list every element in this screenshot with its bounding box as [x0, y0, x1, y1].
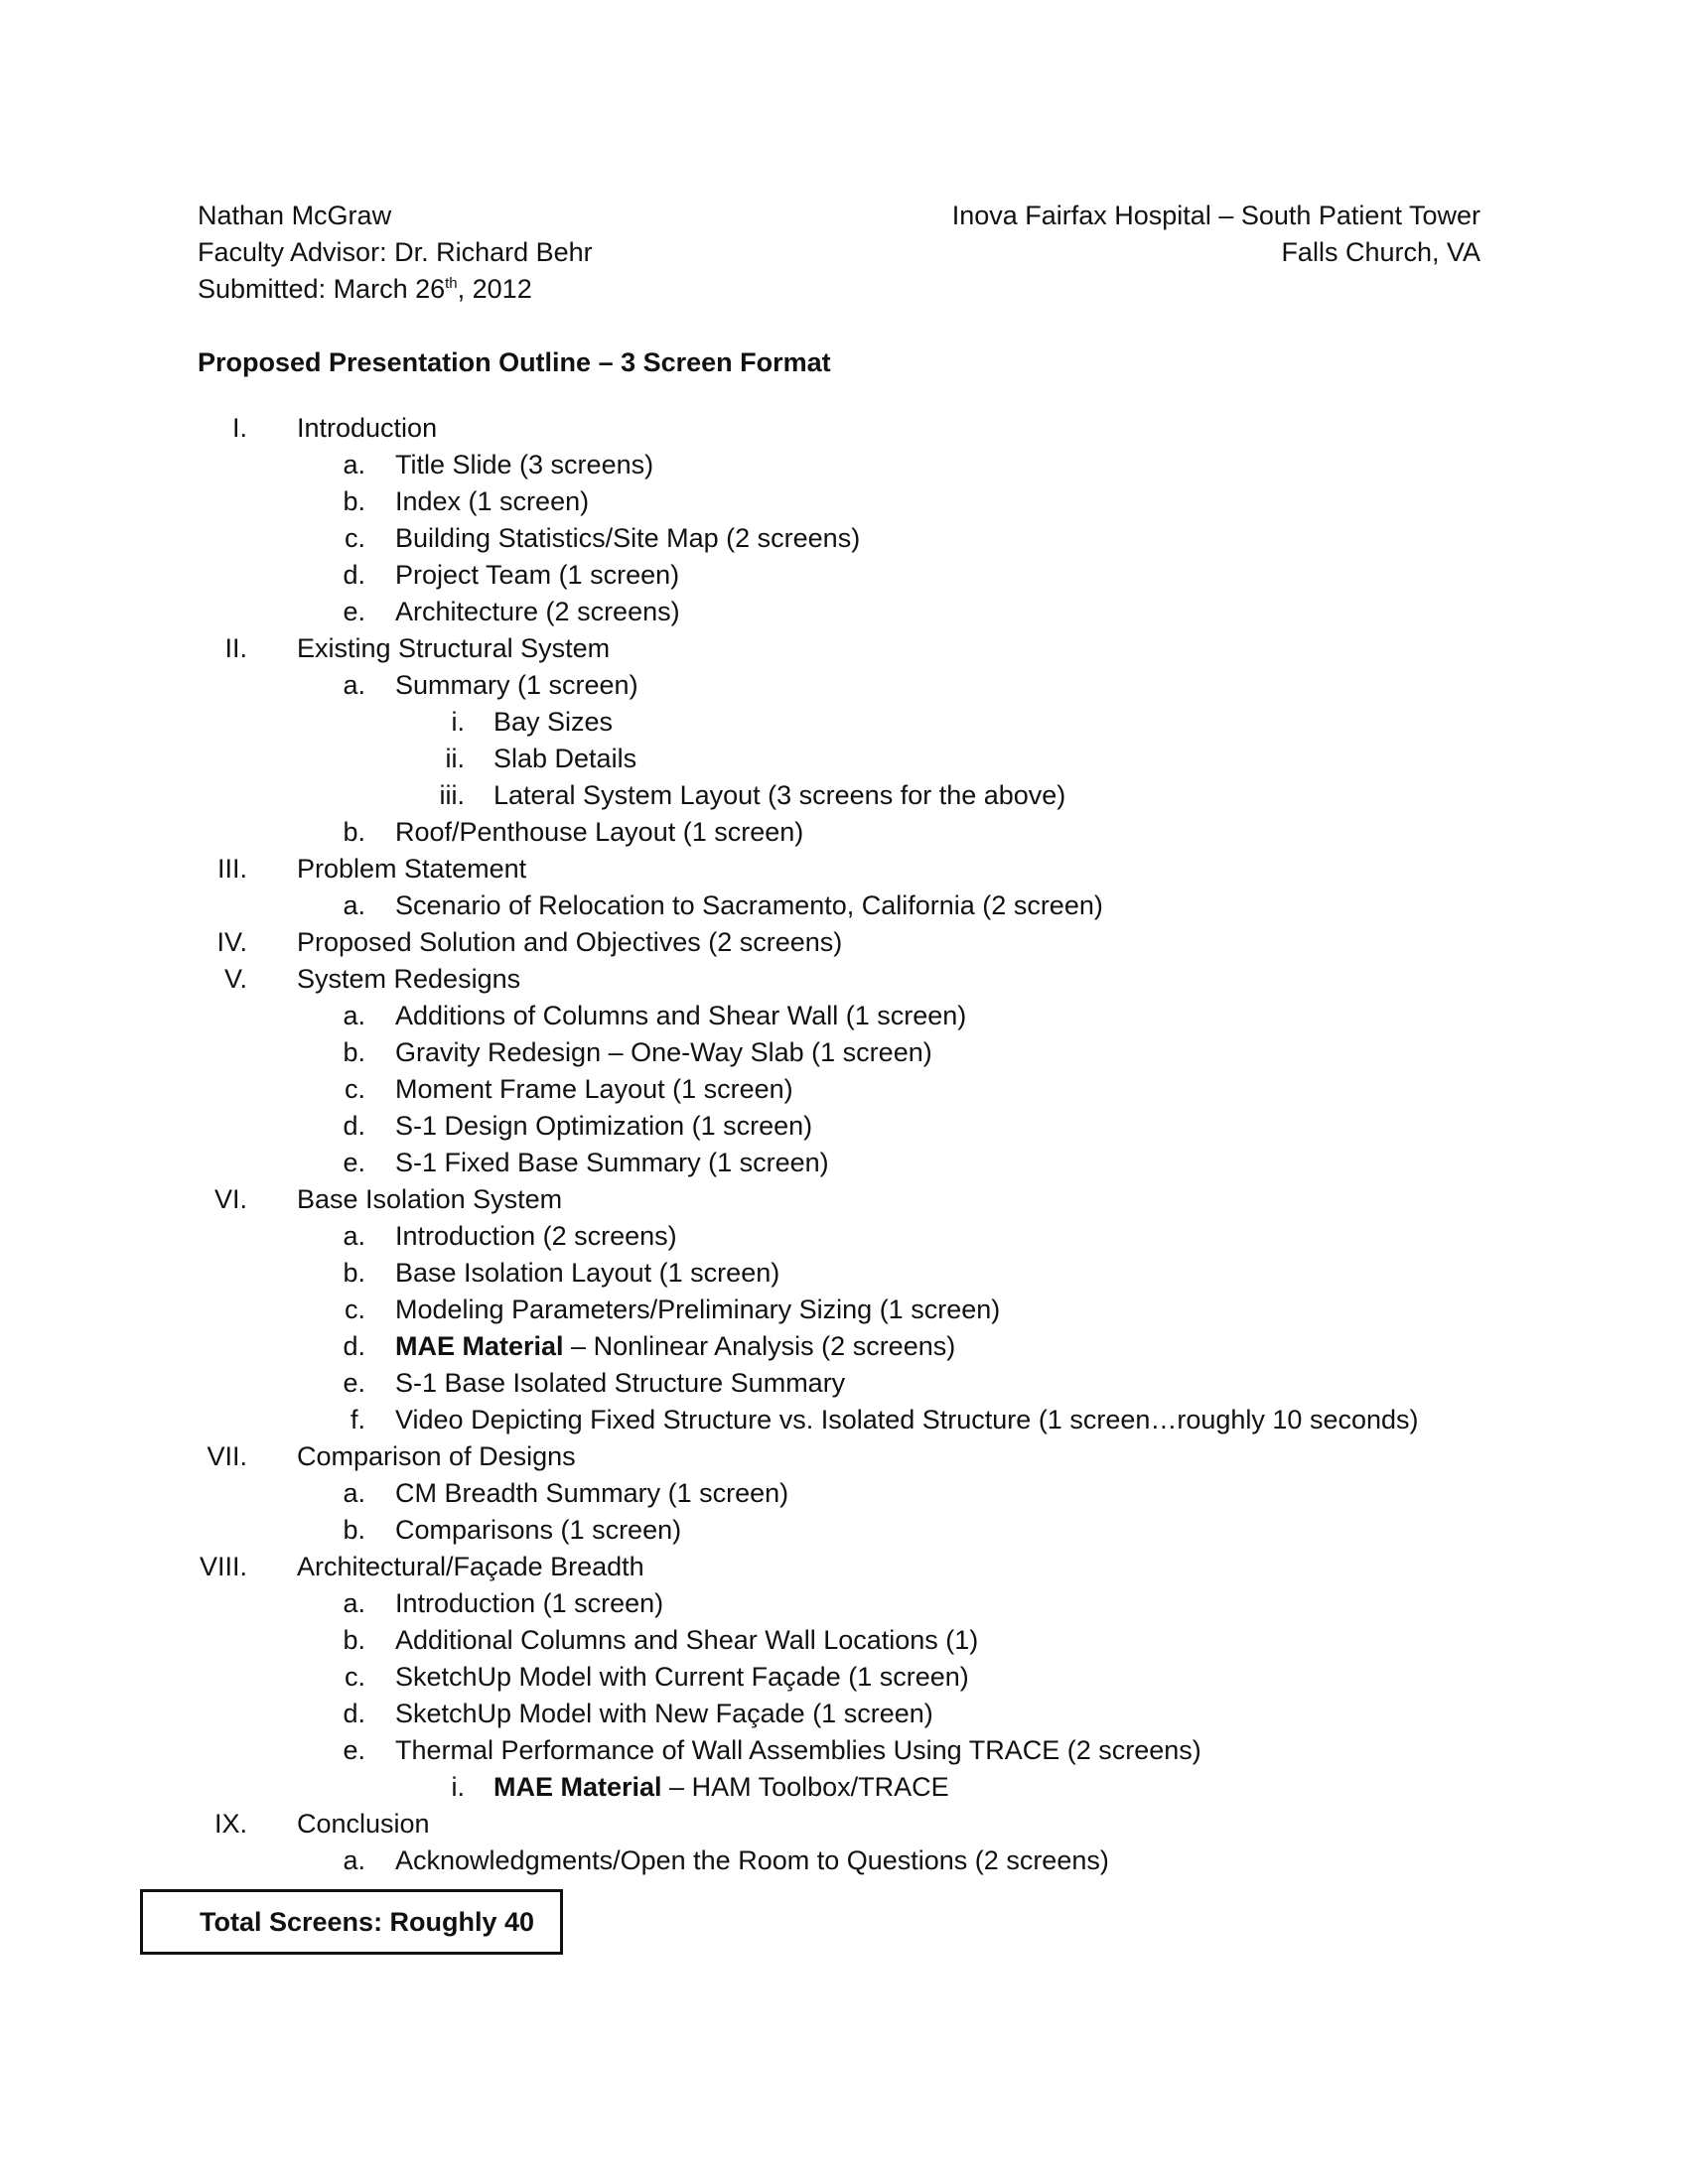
outline-item-text	[395, 1071, 793, 1108]
outline-item-text	[297, 961, 520, 998]
outline-item-level-2	[0, 1145, 1688, 1181]
outline-item-marker: c.	[344, 1295, 365, 1324]
outline-item-marker: a.	[343, 1478, 365, 1508]
outline-item-level-2	[0, 1218, 1688, 1255]
outline-item-label: Conclusion	[297, 1809, 430, 1839]
outline-item-level-2	[0, 1255, 1688, 1292]
outline-item-marker: VIII.	[199, 1552, 247, 1581]
faculty-advisor: Faculty Advisor: Dr. Richard Behr	[198, 237, 593, 267]
outline-item-label: Introduction (2 screens)	[395, 1221, 677, 1251]
outline-item-text	[297, 1181, 562, 1218]
outline-item-text	[297, 851, 526, 887]
outline-item-level-1	[0, 410, 1688, 447]
outline-item-marker: III.	[216, 854, 247, 884]
outline-item-label: Summary (1 screen)	[395, 670, 638, 700]
outline-item-label: Scenario of Relocation to Sacramento, California (2 screen)	[395, 890, 1103, 920]
outline-item-bold-text: MAE Material	[493, 1772, 662, 1802]
outline-item-level-2	[0, 887, 1688, 924]
outline-item-level-2	[0, 667, 1688, 704]
outline-item-level-3	[0, 704, 1688, 741]
outline-item-text	[297, 1438, 576, 1475]
outline-item-label: Base Isolation System	[297, 1184, 563, 1214]
outline-item-marker: f.	[350, 1405, 365, 1434]
outline-item-text	[395, 1622, 978, 1659]
outline-item-marker: b.	[343, 1037, 365, 1067]
outline-item-text	[395, 1585, 663, 1622]
outline-item-label: Architectural/Façade Breadth	[297, 1552, 644, 1581]
outline-item-level-1	[0, 924, 1688, 961]
outline-item-text	[395, 887, 1103, 924]
outline-item-text	[395, 1218, 677, 1255]
outline-item-level-2	[0, 1402, 1688, 1438]
outline-item-text	[395, 520, 860, 557]
outline-item-text	[395, 1034, 932, 1071]
outline-item-marker: c.	[344, 1074, 365, 1104]
outline-item-marker: a.	[343, 1588, 365, 1618]
outline-item-bold-text: MAE Material	[395, 1331, 564, 1361]
outline-item-marker: I.	[231, 413, 247, 443]
outline-item-marker: iii.	[439, 780, 465, 810]
outline-item-marker: b.	[343, 1625, 365, 1655]
outline-title: Proposed Presentation Outline – 3 Screen Format	[198, 347, 831, 377]
submitted-date-ordinal: th	[445, 275, 458, 292]
outline-item-text	[395, 483, 589, 520]
outline-item-marker: i.	[451, 1772, 465, 1802]
outline-item-label: Slab Details	[493, 744, 637, 773]
outline-item-level-2	[0, 1034, 1688, 1071]
outline-item-marker: a.	[343, 1221, 365, 1251]
submitted-date	[198, 271, 593, 308]
outline-item-level-2	[0, 1732, 1688, 1769]
outline-item-text	[395, 814, 803, 851]
outline-item-marker: a.	[343, 1001, 365, 1030]
outline-item-text	[395, 447, 653, 483]
outline-item-text	[297, 1806, 430, 1843]
outline-item-marker: IX.	[213, 1809, 247, 1839]
submitted-date-suffix: , 2012	[457, 274, 532, 304]
outline-item-label: Roof/Penthouse Layout (1 screen)	[395, 817, 804, 847]
outline-item-marker: c.	[344, 523, 365, 553]
outline-item-label: Modeling Parameters/Preliminary Sizing (1 screen)	[395, 1295, 1001, 1324]
outline-item-label: Bay Sizes	[493, 707, 614, 737]
outline-item-level-2	[0, 1512, 1688, 1549]
outline-item-marker: b.	[343, 817, 365, 847]
outline-item-text	[493, 1769, 949, 1806]
outline-item-label: – HAM Toolbox/TRACE	[661, 1772, 949, 1802]
outline-item-marker: i.	[451, 707, 465, 737]
outline-item-text	[297, 410, 437, 447]
outline-item-label: Additions of Columns and Shear Wall (1 screen)	[395, 1001, 967, 1030]
outline-item-text	[395, 594, 680, 630]
outline-item-level-2	[0, 520, 1688, 557]
outline-item-marker: e.	[343, 1368, 365, 1398]
outline-item-marker: c.	[344, 1662, 365, 1692]
outline-item-level-2	[0, 1696, 1688, 1732]
header-right	[952, 198, 1480, 271]
outline-item-marker: d.	[343, 1111, 365, 1141]
outline-item-level-2	[0, 1475, 1688, 1512]
outline-item-label: Gravity Redesign – One-Way Slab (1 screen)	[395, 1037, 932, 1067]
project-name: Inova Fairfax Hospital – South Patient Tower	[951, 201, 1480, 230]
outline-item-label: SketchUp Model with Current Façade (1 screen)	[395, 1662, 969, 1692]
outline-item-marker: VI.	[213, 1184, 247, 1214]
outline-item-text	[395, 1255, 779, 1292]
outline-item-label: SketchUp Model with New Façade (1 screen)	[395, 1699, 933, 1728]
outline-item-text	[395, 557, 679, 594]
outline-item-text	[395, 1365, 845, 1402]
author-name: Nathan McGraw	[198, 201, 392, 230]
outline-item-label: Comparisons (1 screen)	[395, 1515, 682, 1545]
outline-item-marker: d.	[343, 560, 365, 590]
outline-item-level-1	[0, 1181, 1688, 1218]
outline-item-marker: a.	[343, 1845, 365, 1875]
outline-item-marker: e.	[343, 1148, 365, 1177]
outline-item-marker: e.	[343, 1735, 365, 1765]
outline-item-label: Title Slide (3 screens)	[395, 450, 654, 479]
outline-item-text	[395, 1843, 1109, 1879]
outline-item-text	[395, 1696, 933, 1732]
outline-item-label: Building Statistics/Site Map (2 screens)	[395, 523, 861, 553]
outline-item-label: S-1 Design Optimization (1 screen)	[395, 1111, 813, 1141]
outline-item-text	[493, 741, 636, 777]
outline-item-text	[297, 630, 610, 667]
header-left	[198, 198, 593, 308]
outline-item-label: Thermal Performance of Wall Assemblies Using TRACE (2 screens)	[395, 1735, 1201, 1765]
project-location: Falls Church, VA	[1281, 237, 1480, 267]
outline-item-marker: ii.	[445, 744, 465, 773]
outline-item-level-2	[0, 1843, 1688, 1879]
outline-item-label: Project Team (1 screen)	[395, 560, 680, 590]
outline-item-level-2	[0, 1071, 1688, 1108]
outline-item-text	[395, 1475, 788, 1512]
presentation-outline	[0, 410, 1688, 1879]
outline-item-level-1	[0, 630, 1688, 667]
outline-item-level-2	[0, 1659, 1688, 1696]
outline-item-label: Moment Frame Layout (1 screen)	[395, 1074, 793, 1104]
outline-item-label: – Nonlinear Analysis (2 screens)	[563, 1331, 956, 1361]
outline-item-text	[395, 1292, 1000, 1328]
outline-item-label: S-1 Fixed Base Summary (1 screen)	[395, 1148, 829, 1177]
outline-item-text	[395, 1402, 1419, 1438]
outline-item-marker: IV.	[216, 927, 247, 957]
outline-item-text	[493, 777, 1065, 814]
outline-item-text	[395, 667, 638, 704]
outline-item-text	[297, 924, 842, 961]
outline-item-level-2	[0, 814, 1688, 851]
outline-item-marker: b.	[343, 486, 365, 516]
outline-item-label: Introduction (1 screen)	[395, 1588, 664, 1618]
outline-item-text	[493, 704, 613, 741]
outline-item-text	[395, 998, 966, 1034]
outline-item-text	[297, 1549, 644, 1585]
outline-item-level-2	[0, 1108, 1688, 1145]
outline-item-level-2	[0, 447, 1688, 483]
outline-item-level-3	[0, 777, 1688, 814]
outline-item-marker: II.	[224, 633, 247, 663]
outline-item-level-2	[0, 1585, 1688, 1622]
outline-item-label: Comparison of Designs	[297, 1441, 576, 1471]
outline-item-level-2	[0, 557, 1688, 594]
outline-item-marker: b.	[343, 1258, 365, 1288]
outline-item-marker: a.	[343, 890, 365, 920]
outline-item-text	[395, 1145, 829, 1181]
total-screens-label: Total Screens: Roughly 40	[200, 1907, 535, 1937]
outline-item-label: Video Depicting Fixed Structure vs. Isolated Structure (1 screen…roughly 10 seconds)	[395, 1405, 1419, 1434]
outline-item-marker: e.	[343, 597, 365, 626]
outline-item-label: CM Breadth Summary (1 screen)	[395, 1478, 789, 1508]
outline-item-label: Acknowledgments/Open the Room to Questions (2 screens)	[395, 1845, 1109, 1875]
outline-item-level-2	[0, 483, 1688, 520]
outline-item-label: S-1 Base Isolated Structure Summary	[395, 1368, 846, 1398]
outline-item-level-2	[0, 1365, 1688, 1402]
outline-item-label: Introduction	[297, 413, 438, 443]
outline-item-marker: VII.	[207, 1441, 247, 1471]
outline-item-label: Problem Statement	[297, 854, 527, 884]
outline-item-level-2	[0, 1622, 1688, 1659]
outline-item-label: Proposed Solution and Objectives (2 screens)	[297, 927, 843, 957]
outline-item-marker: V.	[223, 964, 247, 994]
outline-item-level-1	[0, 851, 1688, 887]
outline-item-text	[395, 1108, 812, 1145]
outline-item-marker: d.	[343, 1699, 365, 1728]
outline-item-label: Index (1 screen)	[395, 486, 590, 516]
outline-item-text	[395, 1732, 1201, 1769]
outline-item-level-1	[0, 961, 1688, 998]
outline-item-level-2	[0, 1328, 1688, 1365]
outline-item-text	[395, 1328, 955, 1365]
outline-item-text	[395, 1512, 681, 1549]
outline-item-label: System Redesigns	[297, 964, 521, 994]
outline-item-label: Lateral System Layout (3 screens for the above)	[493, 780, 1066, 810]
outline-item-level-1	[0, 1438, 1688, 1475]
outline-item-level-3	[0, 1769, 1688, 1806]
outline-item-label: Existing Structural System	[297, 633, 611, 663]
outline-item-level-2	[0, 594, 1688, 630]
outline-item-text	[395, 1659, 969, 1696]
outline-item-label: Architecture (2 screens)	[395, 597, 680, 626]
outline-item-level-1	[0, 1806, 1688, 1843]
outline-item-label: Base Isolation Layout (1 screen)	[395, 1258, 780, 1288]
outline-item-marker: d.	[343, 1331, 365, 1361]
outline-item-marker: a.	[343, 450, 365, 479]
outline-item-level-2	[0, 1292, 1688, 1328]
total-screens-box	[140, 1889, 563, 1955]
outline-item-level-2	[0, 998, 1688, 1034]
outline-item-marker: b.	[343, 1515, 365, 1545]
outline-item-level-1	[0, 1549, 1688, 1585]
outline-item-level-3	[0, 741, 1688, 777]
outline-item-marker: a.	[343, 670, 365, 700]
outline-item-label: Additional Columns and Shear Wall Locations (1)	[395, 1625, 979, 1655]
submitted-date-prefix: Submitted: March 26	[198, 274, 446, 304]
